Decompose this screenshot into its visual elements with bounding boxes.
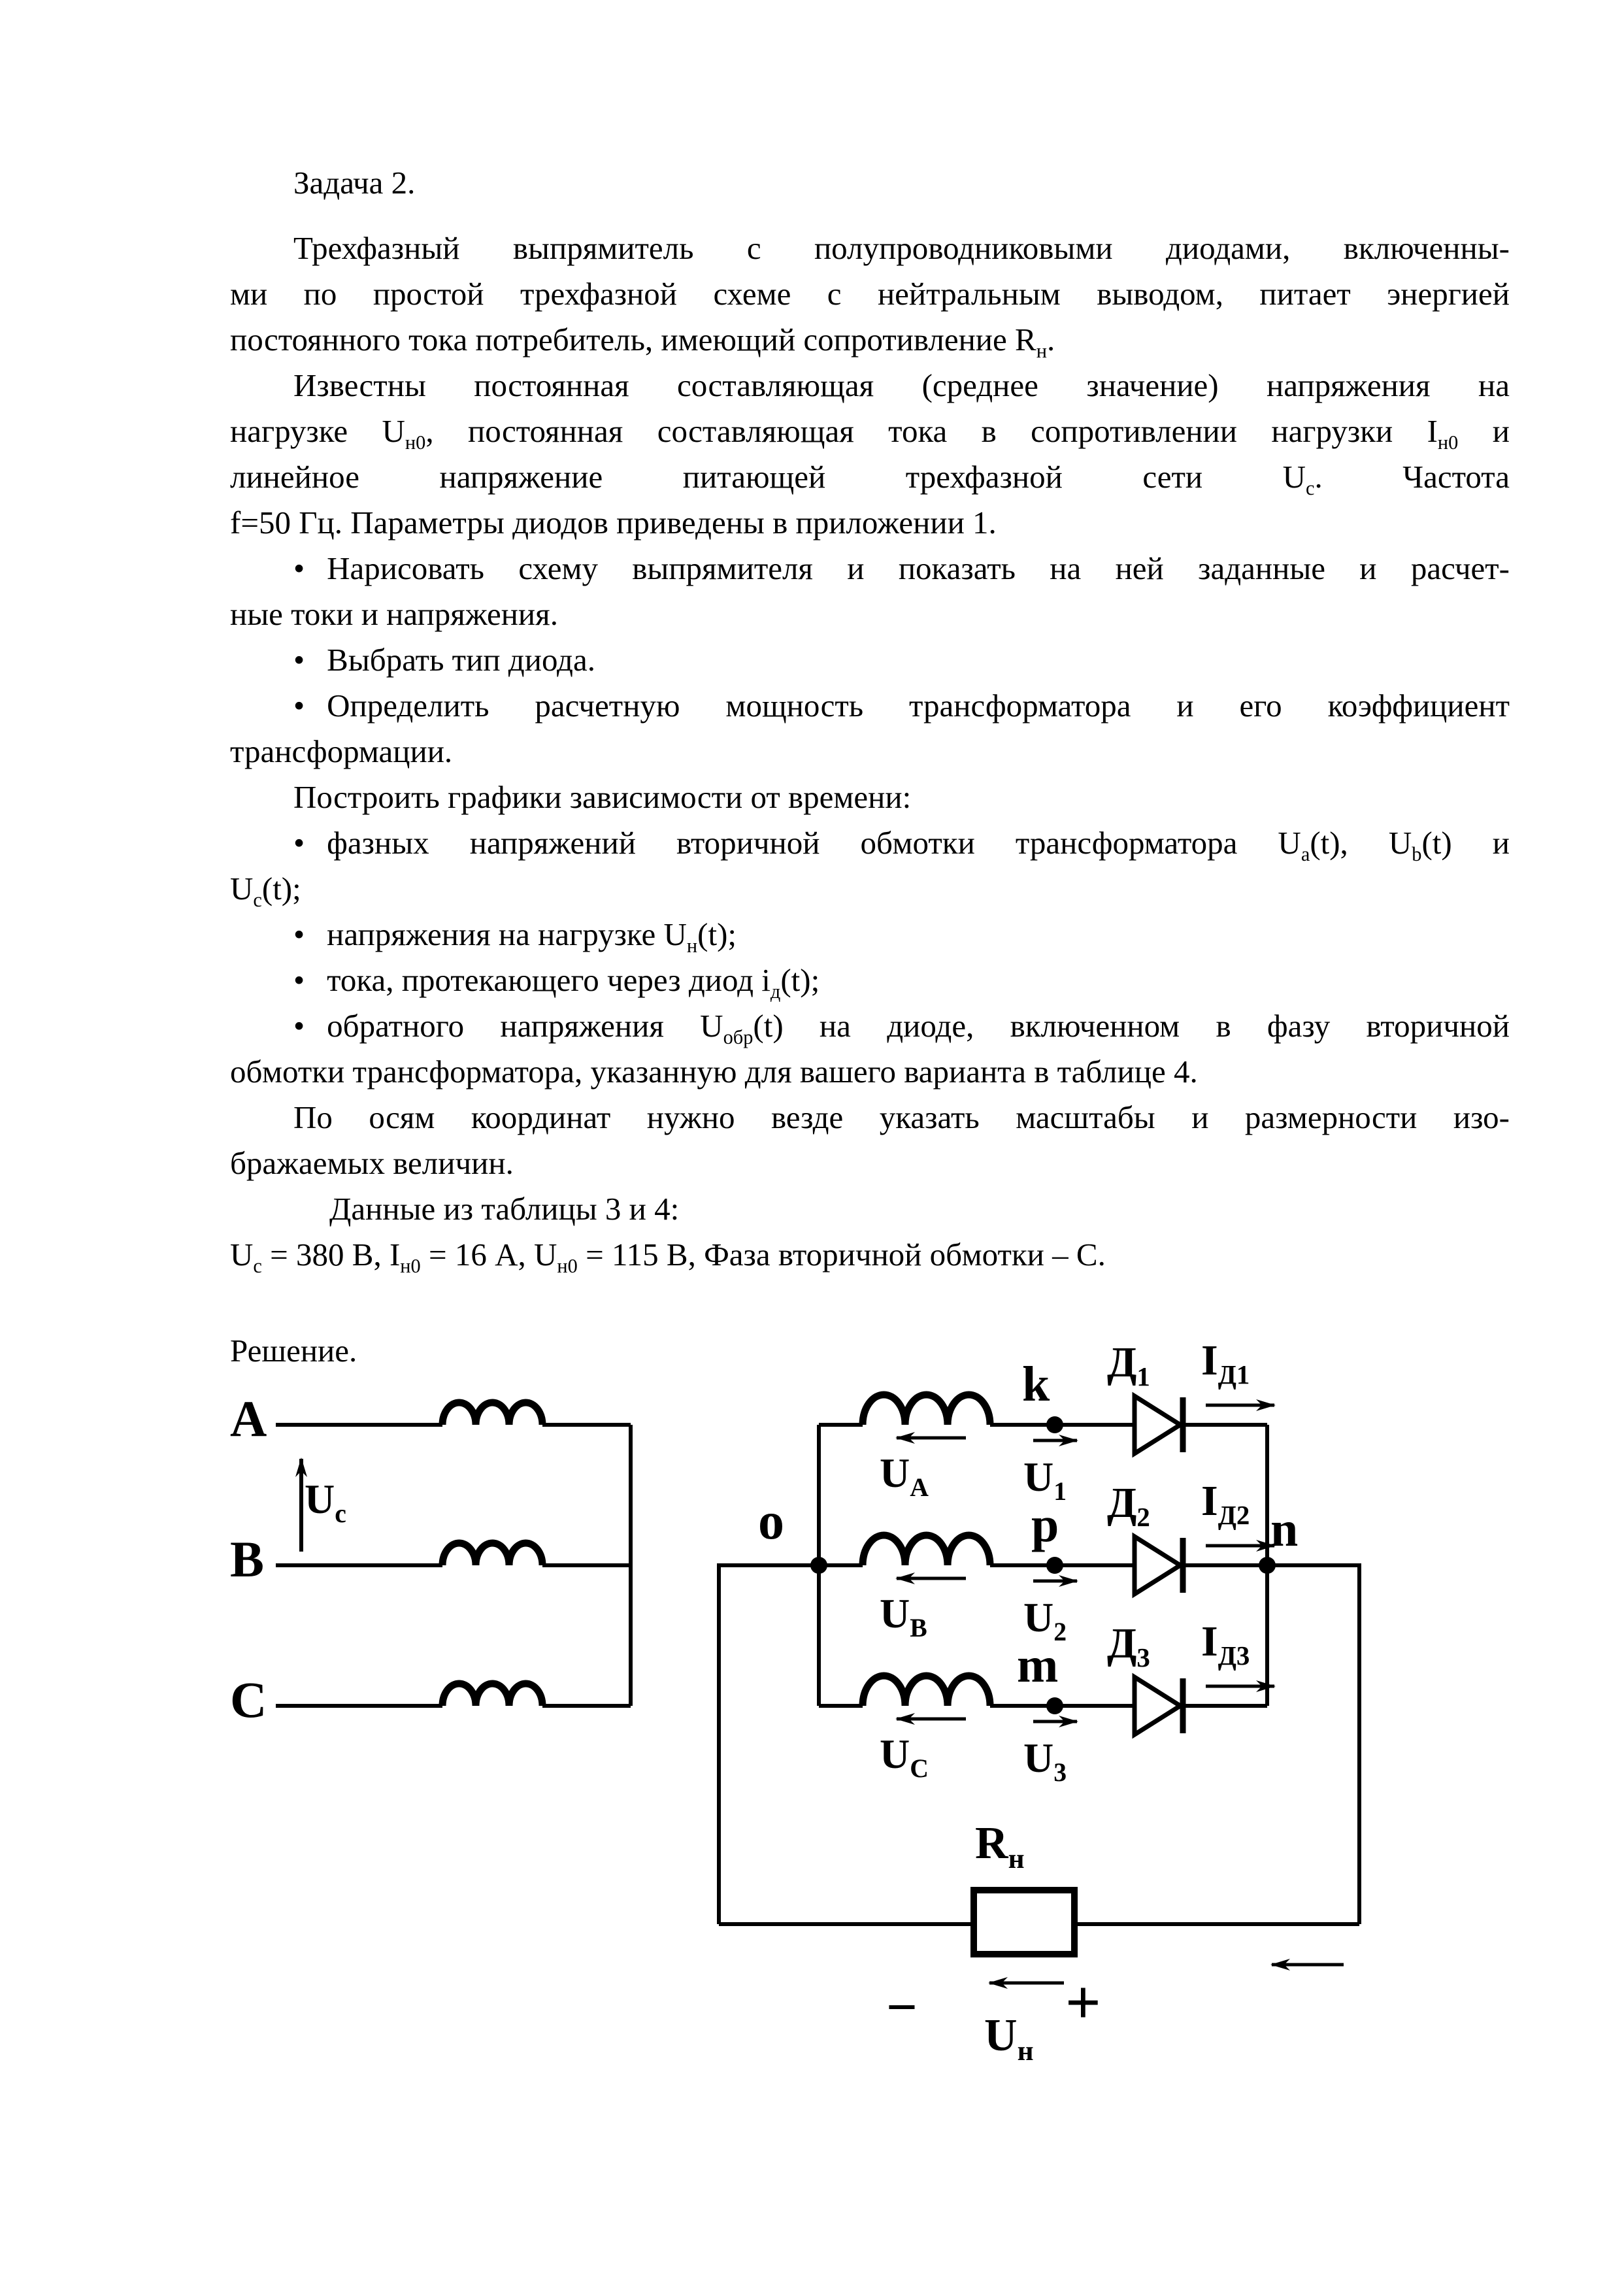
tap-voltage-label-1: $U_1$ xyxy=(1023,1454,1067,1506)
doc-line: нагрузке $U_{н0}$, постоянная составляющая тока в сопротивлении нагрузки $I_{н0}$ и xyxy=(230,413,1510,454)
load-resistor-icon xyxy=(974,1890,1074,1954)
doc-line: f=50 Гц. Параметры диодов приведены в приложении 1. xyxy=(230,505,997,541)
diode-icon xyxy=(1135,1396,1180,1454)
plus-sign: + xyxy=(1065,1967,1101,2037)
bullet-icon: • xyxy=(293,916,305,952)
primary-phase-b xyxy=(276,1543,631,1565)
node-label-p: p xyxy=(1031,1497,1059,1552)
node-dot-p xyxy=(1046,1557,1063,1574)
bullet-icon: • xyxy=(293,825,305,861)
primary-phase-c xyxy=(276,1684,631,1706)
secondary-voltage-label-b: $U_B$ xyxy=(880,1590,927,1642)
node-label-m: m xyxy=(1017,1638,1059,1693)
bullet-icon: • xyxy=(293,1008,305,1044)
primary-side xyxy=(276,1403,631,1706)
doc-line: ми по простой трехфазной схеме с нейтральным выводом, питает энергией xyxy=(230,276,1510,312)
cathode-return-wire xyxy=(1267,1565,1359,1924)
inductor-icon xyxy=(863,1535,990,1565)
doc-line: $U_c = 380$ В, $I_{н0} = 16$ А, $U_{н0} = 115$ В, Фаза вторичной обмотки – С. xyxy=(230,1237,1106,1277)
doc-line: трансформации. xyxy=(230,733,453,769)
diode-label-1: $Д_1$ xyxy=(1107,1339,1150,1392)
inductor-icon xyxy=(442,1403,542,1425)
bullet-icon: • xyxy=(293,962,305,998)
diode-label-3: $Д_3$ xyxy=(1107,1620,1150,1673)
tap-voltage-label-2: $U_2$ xyxy=(1023,1594,1067,1646)
doc-line-text: Определить расчетную мощность трансформатора и его коэффициент xyxy=(327,688,1510,724)
page-title: Задача 2. xyxy=(293,165,416,201)
doc-line: По осям координат нужно везде указать масштабы и размерности изо- xyxy=(293,1099,1510,1135)
doc-line-text: напряжения на нагрузке $U_н(t)$; xyxy=(327,916,737,957)
doc-line: $U_c(t)$; xyxy=(230,871,301,911)
doc-line-text: обратного напряжения $U_{обр}(t)$ на диоде, включенном в фазу вторичной xyxy=(327,1008,1510,1048)
doc-line: Известны постоянная составляющая (среднее значение) напряжения на xyxy=(293,367,1510,403)
diode-label-2: $Д_2$ xyxy=(1107,1479,1150,1533)
node-dot-k xyxy=(1046,1416,1063,1433)
bullet-icon: • xyxy=(293,550,305,586)
inductor-icon xyxy=(863,1676,990,1706)
doc-line-text: Нарисовать схему выпрямителя и показать на ней заданные и расчет- xyxy=(327,550,1510,586)
doc-line: ные токи и напряжения. xyxy=(230,596,558,632)
doc-line-text: Выбрать тип диода. xyxy=(327,642,595,678)
inductor-icon xyxy=(442,1684,542,1706)
doc-line: линейное напряжение питающей трехфазной сети $U_c$. Частота xyxy=(230,459,1510,499)
phase-label-a: A xyxy=(230,1390,267,1447)
secondary-voltage-label-a: $U_A$ xyxy=(880,1450,929,1502)
doc-line: Данные из таблицы 3 и 4: xyxy=(329,1191,680,1227)
tap-voltage-label-3: $U_3$ xyxy=(1023,1735,1067,1787)
load-resistor-label: $R_н$ xyxy=(975,1818,1025,1874)
neutral-return-wire xyxy=(719,1565,819,1924)
node-label-k: k xyxy=(1022,1357,1050,1412)
phase-label-c: C xyxy=(230,1671,267,1728)
node-label-o: o xyxy=(758,1493,784,1550)
doc-line: бражаемых величин. xyxy=(230,1145,514,1181)
diode-current-label-2: $I_{Д2}$ xyxy=(1201,1477,1250,1531)
doc-line: Трехфазный выпрямитель с полупроводниковыми диодами, включенны- xyxy=(293,230,1510,266)
doc-line-text: тока, протекающего через диод $i_д(t)$; xyxy=(327,962,820,1003)
secondary-voltage-label-c: $U_C$ xyxy=(880,1731,929,1783)
phase-label-b: B xyxy=(230,1531,265,1588)
doc-line: Построить графики зависимости от времени: xyxy=(293,779,912,815)
doc-line: постоянного тока потребитель, имеющий сопротивление $R_н$. xyxy=(230,322,1055,362)
solution-label: Решение. xyxy=(230,1333,357,1369)
doc-line-text: фазных напряжений вторичной обмотки трансформатора $U_a(t)$, $U_b(t)$ и xyxy=(327,825,1510,865)
node-dot-m xyxy=(1046,1697,1063,1714)
doc-line: обмотки трансформатора, указанную для вашего варианта в таблице 4. xyxy=(230,1054,1198,1090)
bullet-icon: • xyxy=(293,642,305,678)
diode-current-label-3: $I_{Д3}$ xyxy=(1201,1618,1250,1671)
inductor-icon xyxy=(863,1395,990,1425)
load-voltage-label: $U_н$ xyxy=(984,2010,1034,2067)
diode-icon xyxy=(1135,1537,1180,1594)
diode-icon xyxy=(1135,1677,1180,1735)
minus-sign: − xyxy=(886,1977,918,2038)
inductor-icon xyxy=(442,1543,542,1565)
node-label-n: n xyxy=(1270,1502,1299,1557)
primary-phase-a xyxy=(276,1403,631,1425)
diode-current-label-1: $I_{Д1}$ xyxy=(1201,1337,1250,1390)
line-voltage-label: $U_c$ xyxy=(305,1476,346,1528)
bullet-icon: • xyxy=(293,688,305,724)
